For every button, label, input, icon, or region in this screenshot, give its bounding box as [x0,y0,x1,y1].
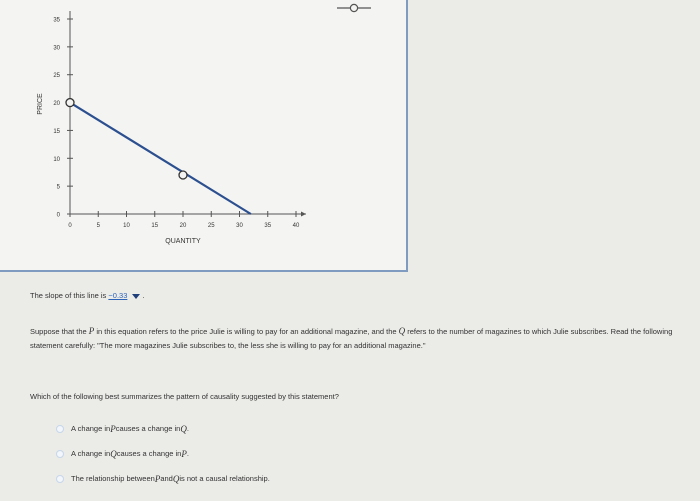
x-tick-label: 25 [207,223,215,229]
y-axis-label: PRICE [37,93,44,115]
option-variable: Q [110,448,117,459]
radio-button[interactable] [56,475,64,483]
option-variable: Q [180,423,187,434]
x-tick-label: 0 [68,223,72,229]
radio-button[interactable] [56,450,64,458]
y-tick-label: 0 [56,212,60,219]
y-tick-label: 30 [53,45,60,52]
option-text: The relationship between [71,474,155,483]
slope-dropdown[interactable] [108,291,140,300]
plotted-point[interactable] [179,171,187,179]
x-tick-label: 10 [123,223,130,229]
question-text: Which of the following best summarizes the pattern of causality suggested by this statement? [30,392,339,401]
option-text: A change in [71,424,111,433]
variable-p: P [88,326,95,336]
option-text: . [186,449,189,458]
option-p-causes-q[interactable] [56,416,270,441]
y-tick-label: 5 [56,184,60,191]
option-text: . [186,424,189,433]
radio-button[interactable] [56,425,64,433]
x-tick-label: 40 [292,223,300,229]
y-tick-label: 15 [53,128,60,135]
demand-line[interactable] [70,103,251,214]
variable-q: Q [398,326,406,336]
option-variable: P [181,448,187,459]
slope-statement [30,291,145,300]
option-text: causes a change in [116,449,182,458]
x-tick-label: 20 [179,223,187,229]
slope-dropdown-value: −0.33 [108,291,128,300]
paragraph-text-1: Suppose that the [30,327,89,336]
answer-options [56,416,270,491]
slope-prefix: The slope of this line is [30,291,107,300]
y-tick-label: 10 [53,156,60,163]
x-tick-label: 35 [264,223,272,229]
graph-panel [0,0,408,272]
plotted-point[interactable] [66,99,74,107]
option-text: and [160,474,173,483]
x-axis-arrow-icon [301,212,306,217]
option-q-causes-p[interactable] [56,441,270,466]
x-tick-label: 30 [236,223,243,229]
option-text: is not a causal relationship. [179,474,270,483]
x-axis-label: QUANTITY [165,238,201,245]
paragraph-text-3: refers to the number of magazines to which Julie subscribes. Read the following statement carefully: "The more magazines Julie subscribes to, the less she is willing to pay for an additional magazine." [30,327,673,350]
scenario-paragraph [30,324,680,353]
x-tick-label: 5 [96,223,100,229]
option-variable: Q [172,473,180,484]
y-tick-label: 20 [53,101,60,108]
y-tick-label: 35 [53,17,60,24]
price-quantity-chart[interactable] [0,0,408,272]
option-not-causal[interactable] [56,466,270,491]
slope-suffix: . [142,291,145,300]
paragraph-text-2: in this equation refers to the price Julie is willing to pay for an additional magazine, and the [94,327,399,336]
option-text: A change in [71,449,111,458]
x-tick-label: 15 [151,223,159,229]
option-text: causes a change in [115,424,181,433]
option-variable: P [154,473,161,484]
option-variable: P [110,423,116,434]
dropdown-caret-icon [132,294,140,299]
y-tick-label: 25 [53,73,60,80]
